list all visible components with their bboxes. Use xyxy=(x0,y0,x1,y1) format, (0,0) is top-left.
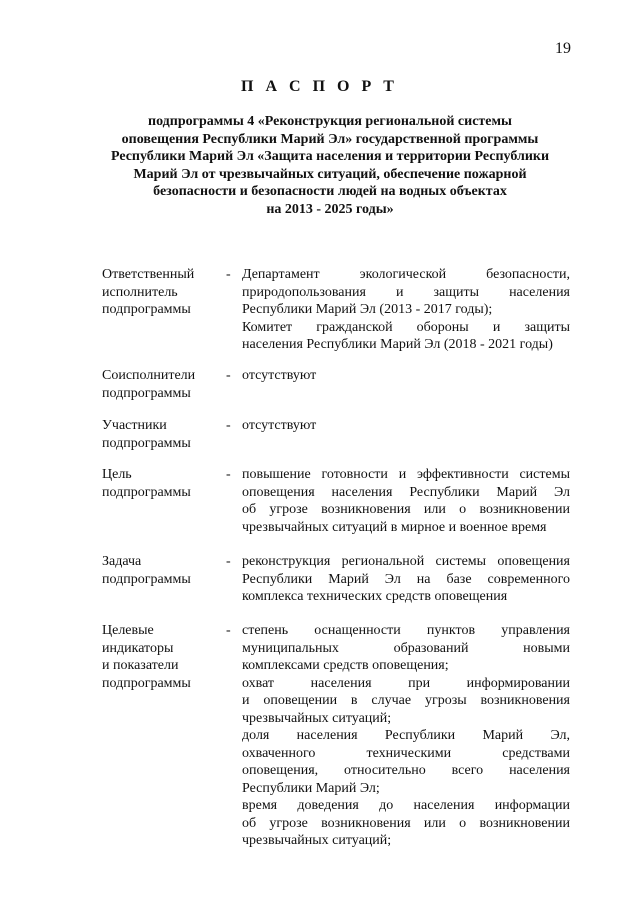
value-line: чрезвычайных ситуаций в мирное и военное время xyxy=(242,519,547,535)
value-line: чрезвычайных ситуаций; xyxy=(242,833,392,848)
value-line: степень оснащенности пунктов управления xyxy=(242,623,570,638)
label-line: Ответственный xyxy=(102,267,195,282)
value-line: Департамент экологической безопасности, xyxy=(242,267,570,282)
subtitle-line: безопасности и безопасности людей на водных объектах xyxy=(153,184,507,199)
value-line: доля населения Республики Марий Эл, xyxy=(242,728,570,743)
value-line: реконструкция региональной системы оповещения xyxy=(242,554,570,569)
value-line: отсутствуют xyxy=(242,368,317,383)
label-line: Соисполнители xyxy=(102,368,196,383)
label-line: Целевые xyxy=(102,623,154,638)
document-title: П А С П О Р Т xyxy=(241,78,398,95)
value-line: природопользования и защиты населения xyxy=(242,284,570,300)
value-line: Комитет гражданской обороны и защиты xyxy=(242,319,570,335)
value-line: Республики Марий Эл (2013 - 2017 годы); xyxy=(242,302,493,317)
value-line: об угрозе возникновения или о возникновении xyxy=(242,502,570,517)
value-line: Республики Марий Эл на базе современного xyxy=(242,571,570,587)
value-line: Республики Марий Эл; xyxy=(242,780,380,796)
label-line: Задача xyxy=(102,554,142,569)
value-line: охваченного техническими средствами xyxy=(242,745,570,761)
value-line: комплексами средств оповещения; xyxy=(242,658,449,673)
label-line: и показатели xyxy=(102,658,179,673)
label-line: подпрограммы xyxy=(102,385,191,401)
value-line: оповещения населения Республики Марий Эл xyxy=(242,484,570,500)
value-line: муниципальных образований новыми xyxy=(242,640,570,656)
subtitle-line: Республики Марий Эл «Защита населения и территории Республики xyxy=(110,149,550,164)
page-number: 19 xyxy=(555,40,571,57)
row-dash: - xyxy=(226,368,231,383)
label-line: подпрограммы xyxy=(102,675,191,691)
row-value xyxy=(242,266,570,354)
label-line: индикаторы xyxy=(102,640,174,656)
row-value xyxy=(242,622,570,850)
value-line: время доведения до населения информации xyxy=(242,798,570,813)
value-line: повышение готовности и эффективности системы xyxy=(242,467,570,482)
row-dash: - xyxy=(226,623,231,638)
row-dash: - xyxy=(226,554,231,569)
value-line: оповещения, относительно всего населения xyxy=(242,763,570,778)
label-line: Участники xyxy=(102,418,167,433)
value-line: и оповещении в случае угрозы возникновения xyxy=(242,693,570,708)
label-line: исполнитель xyxy=(102,284,178,300)
subtitle-line: подпрограммы 4 «Реконструкция региональной системы xyxy=(148,114,512,129)
value-line: об угрозе возникновения или о возникновении xyxy=(242,815,570,831)
label-line: подпрограммы xyxy=(102,571,191,587)
value-line: комплекса технических средств оповещения xyxy=(242,589,508,604)
value-line: охват населения при информировании xyxy=(242,675,570,691)
label-line: подпрограммы xyxy=(102,435,191,451)
label-line: подпрограммы xyxy=(102,302,191,317)
value-line: населения Республики Марий Эл (2018 - 2021 годы) xyxy=(242,337,553,352)
row-value xyxy=(242,553,570,606)
row-label xyxy=(102,553,222,588)
row-dash: - xyxy=(226,267,231,282)
row-label xyxy=(102,417,222,452)
row-value xyxy=(242,367,570,385)
row-value xyxy=(242,466,570,536)
row-value xyxy=(242,417,570,435)
document-subtitle xyxy=(80,113,580,218)
subtitle-line: Марий Эл от чрезвычайных ситуаций, обеспечение пожарной xyxy=(133,166,527,182)
label-line: Цель xyxy=(102,467,132,482)
row-label xyxy=(102,622,222,692)
subtitle-line: оповещения Республики Марий Эл» государственной программы xyxy=(121,131,539,147)
row-label xyxy=(102,367,222,402)
row-label xyxy=(102,266,222,319)
row-dash: - xyxy=(226,467,231,482)
subtitle-line: на 2013 - 2025 годы» xyxy=(266,201,394,217)
value-line: отсутствуют xyxy=(242,418,317,433)
row-label xyxy=(102,466,222,501)
label-line: подпрограммы xyxy=(102,484,191,500)
row-dash: - xyxy=(226,418,231,433)
value-line: чрезвычайных ситуаций; xyxy=(242,710,392,726)
